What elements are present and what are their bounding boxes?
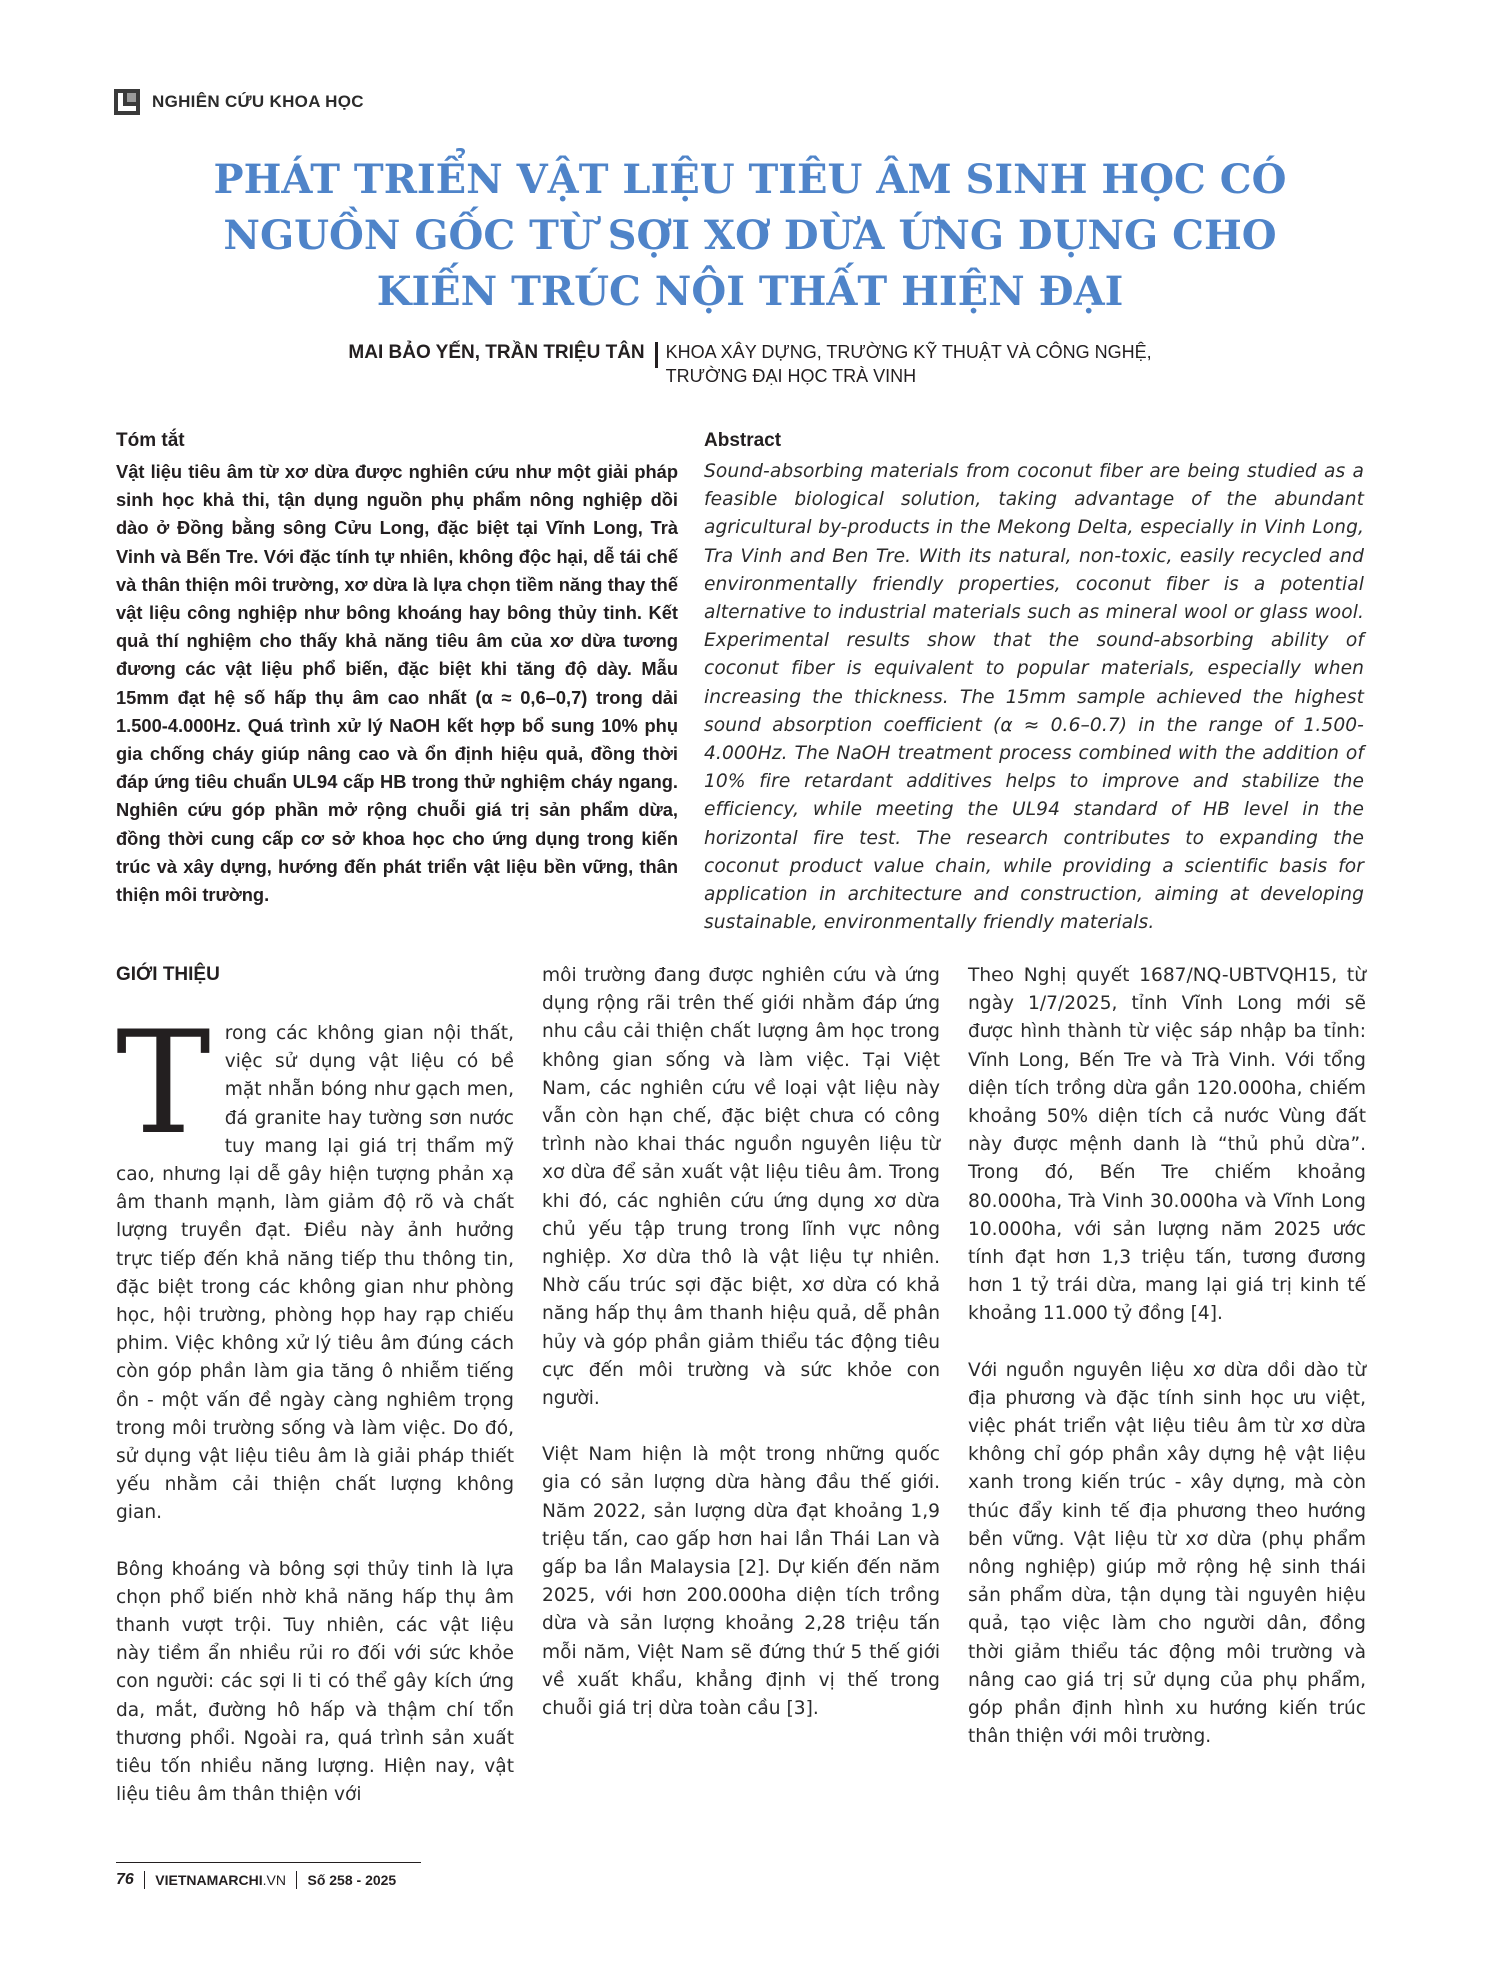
footer-divider: [144, 1871, 146, 1889]
page-footer: [116, 1862, 421, 1897]
affiliation-line-1: KHOA XÂY DỰNG, TRƯỜNG KỸ THUẬT VÀ CÔNG NGHỆ,: [665, 342, 1152, 362]
body-column-3: [968, 962, 1366, 1779]
issue-number: Số 258 - 2025: [307, 1872, 397, 1888]
abstract-en-text: Sound-absorbing materials from coconut fiber are being studied as a feasible biological solution, taking advantage of the abundant agricultural by-products in the Mekong Delta, especially in Vinh Long, Tra Vinh and Ben Tre. With its natural, non-toxic, easily recycled and environmentally friendly properties, coconut fiber is a potential alternative to industrial materials such as mineral wool or glass wool. Experimental results show that the sound-absorbing ability of coconut fiber is equivalent to popular materials, especially when increasing the thickness. The 15mm sample achieved the highest sound absorption coefficient (α ≈ 0.6–0.7) in the range of 1.500-4.000Hz. The NaOH treatment process combined with the addition of 10% fire retardant additives helps to improve and stabilize the efficiency, while meeting the UL94 standard of HB level in the horizontal fire test. The research contributes to expanding the coconut product value chain, while providing a scientific basis for application in architecture and construction, aiming at developing sustainable, environmentally friendly materials.: [704, 461, 1364, 934]
affiliation-line-2: TRƯỜNG ĐẠI HỌC TRÀ VINH: [665, 366, 917, 386]
authors: MAI BẢO YẾN, TRẦN TRIỆU TÂN: [348, 342, 645, 363]
section-label: NGHIÊN CỨU KHOA HỌC: [152, 92, 364, 111]
paragraph-text: rong các không gian nội thất, việc sử dụng vật liệu có bề mặt nhẵn bóng như gạch men, đá granite hay tường sơn nước tuy mang lại giá trị thẩm mỹ cao, nhưng lại dễ gây hiện tượng phản xạ âm thanh mạnh, làm giảm độ rõ và chất lượng truyền đạt. Điều này ảnh hưởng trực tiếp đến khả năng tiếp thu thông tin, đặc biệt trong các không gian như phòng học, hội trường, phòng họp hay rạp chiếu phim. Việc không xử lý tiêu âm đúng cách còn góp phần làm gia tăng ô nhiễm tiếng ồn - một vấn đề ngày càng nghiêm trọng trong môi trường sống và làm việc. Do đó, sử dụng vật liệu tiêu âm là giải pháp thiết yếu nhằm cải thiện chất lượng không gian.: [116, 1023, 514, 1524]
running-header: [114, 86, 364, 118]
abstract-vi-text: Vật liệu tiêu âm từ xơ dừa được nghiên cứu như một giải pháp sinh học khả thi, tận dụng nguồn phụ phẩm nông nghiệp dồi dào ở Đồng bằng sông Cửu Long, đặc biệt tại Vĩnh Long, Trà Vinh và Bến Tre. Với đặc tính tự nhiên, không độc hại, dễ tái chế và thân thiện môi trường, xơ dừa là lựa chọn tiềm năng thay thế vật liệu công nghiệp như bông khoáng hay bông thủy tinh. Kết quả thí nghiệm cho thấy khả năng tiêu âm của xơ dừa tương đương các vật liệu phổ biến, đặc biệt khi tăng độ dày. Mẫu 15mm đạt hệ số hấp thụ âm cao nhất (α ≈ 0,6–0,7) trong dải 1.500-4.000Hz. Quá trình xử lý NaOH kết hợp bổ sung 10% phụ gia chống cháy giúp nâng cao và ổn định hiệu quả, đồng thời đáp ứng tiêu chuẩn UL94 cấp HB trong thử nghiệm cháy ngang. Nghiên cứu góp phần mở rộng chuỗi giá trị sản phẩm dừa, đồng thời cung cấp cơ sở khoa học cho ứng dụng trong kiến trúc và xây dựng, hướng đến phát triển vật liệu bền vững, thân thiện môi trường.: [116, 461, 678, 906]
body-paragraph: Bông khoáng và bông sợi thủy tinh là lựa chọn phổ biến nhờ khả năng hấp thụ âm thanh vượt trội. Tuy nhiên, các vật liệu này tiềm ẩn nhiều rủi ro đối với sức khỏe con người: các sợi li ti có thể gây kích ứng da, mắt, đường hô hấp và thậm chí tổn thương phổi. Ngoài ra, quá trình sản xuất tiêu tốn nhiều năng lượng. Hiện nay, vật liệu tiêu âm thân thiện với: [116, 1558, 514, 1806]
title-line-2: NGUỒN GỐC TỪ SỢI XƠ DỪA ỨNG DỤNG CHO: [223, 212, 1277, 259]
abstract-vi-heading: Tóm tắt: [116, 430, 185, 451]
site-name: VIETNAMARCHI: [155, 1872, 263, 1888]
footer-divider: [296, 1871, 298, 1889]
body-paragraph: Việt Nam hiện là một trong những quốc gia có sản lượng dừa hàng đầu thế giới. Năm 2022, sản lượng dừa đạt khoảng 1,9 triệu tấn, cao gấp hơn hai lần Thái Lan và gấp ba lần Malaysia [2]. Dự kiến đến năm 2025, với hơn 200.000ha diện tích trồng dừa và sản lượng khoảng 2,28 triệu tấn mỗi năm, Việt Nam sẽ đứng thứ 5 thế giới về xuất khẩu, khẳng định vị thế trong chuỗi giá trị dừa toàn cầu [3].: [542, 1444, 940, 1720]
site-domain: .VN: [262, 1872, 286, 1888]
magazine-logo-icon: [114, 89, 140, 115]
body-paragraph: Theo Nghị quyết 1687/NQ-UBTVQH15, từ ngày 1/7/2025, tỉnh Vĩnh Long mới sẽ được hình thành từ việc sáp nhập ba tỉnh: Vĩnh Long, Bến Tre và Trà Vinh. Với tổng diện tích trồng dừa gần 120.000ha, chiếm khoảng 50% diện tích cả nước Vùng đất này được mệnh danh là “thủ phủ dừa”. Trong đó, Bến Tre chiếm khoảng 80.000ha, Trà Vinh 30.000ha và Vĩnh Long 10.000ha, với sản lượng năm 2025 ước tính đạt hơn 1,3 triệu tấn, tương đương hơn 1 tỷ trái dừa, mang lại giá trị kinh tế khoảng 11.000 tỷ đồng [4].: [968, 965, 1366, 1325]
abstract-en-heading: Abstract: [704, 430, 782, 451]
page-number: 76: [116, 1871, 134, 1888]
body-paragraph: Với nguồn nguyên liệu xơ dừa dồi dào từ địa phương và đặc tính sinh học ưu việt, việc phát triển vật liệu tiêu âm từ xơ dừa không chỉ góp phần xây dựng hệ vật liệu xanh trong kiến trúc - xây dựng, mà còn thúc đẩy kinh tế địa phương theo hướng bền vững. Vật liệu từ xơ dừa (phụ phẩm nông nghiệp) giúp mở rộng hệ sinh thái sản phẩm dừa, tận dụng tài nguyên hiệu quả, tạo việc làm cho người dân, đồng thời giảm thiểu tác động môi trường và nâng cao giá trị sử dụng của phụ phẩm, góp phần định hình xu hướng kiến trúc thân thiện với môi trường.: [968, 1359, 1366, 1748]
body-paragraph: môi trường đang được nghiên cứu và ứng dụng rộng rãi trên thế giới nhằm đáp ứng nhu cầu cải thiện chất lượng âm học trong không gian sống và làm việc. Tại Việt Nam, các nghiên cứu về loại vật liệu này vẫn còn hạn chế, đặc biệt chưa có công trình nào khai thác nguồn nguyên liệu từ xơ dừa để sản xuất vật liệu tiêu âm. Trong khi đó, các nghiên cứu ứng dụng xơ dừa chủ yếu tập trung trong lĩnh vực nông nghiệp. Xơ dừa thô là vật liệu tự nhiên. Nhờ cấu trúc sợi đặc biệt, xơ dừa có khả năng hấp thụ âm thanh hiệu quả, dễ phân hủy và góp phần giảm thiểu tác động tiêu cực đến môi trường và sức khỏe con người.: [542, 965, 940, 1410]
body-paragraph: [116, 1001, 514, 1528]
body-column-2: [542, 962, 940, 1751]
byline-divider: [655, 342, 658, 368]
affiliation: [666, 340, 1152, 388]
byline: [150, 340, 1350, 388]
article-title: [150, 152, 1350, 320]
intro-heading: GIỚI THIỆU: [116, 964, 220, 985]
title-line-1: PHÁT TRIỂN VẬT LIỆU TIÊU ÂM SINH HỌC CÓ: [213, 156, 1287, 203]
drop-cap: T: [116, 1001, 211, 1166]
body-column-1: [116, 1001, 514, 1837]
title-line-3: KIẾN TRÚC NỘI THẤT HIỆN ĐẠI: [376, 268, 1124, 315]
